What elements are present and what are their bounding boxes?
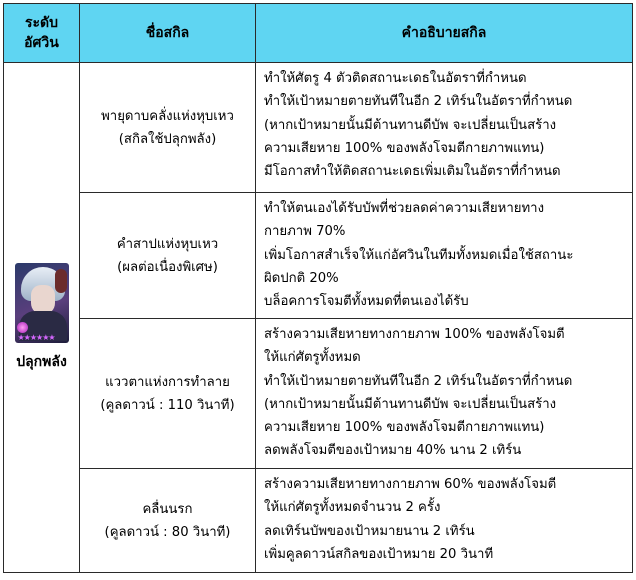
description-line: ทำให้ตนเองได้รับบัพที่ช่วยลดค่าความเสียหายทาง (264, 201, 545, 216)
skill-description-cell (256, 469, 633, 573)
skill-name: คลื่นนรก (142, 501, 193, 517)
skill-cooldown: (คูลดาวน์ : 80 วินาที) (104, 524, 231, 540)
skill-cooldown: (คูลดาวน์ : 110 วินาที) (100, 397, 235, 413)
description-line: เพิ่มคูลดาวน์สกิลของเป้าหมาย 20 วินาที (264, 546, 494, 562)
description-line: ให้แก่ศัตรูทั้งหมดจำนวน 2 ครั้ง (264, 500, 441, 516)
skill-type: (ผลต่อเนื่องพิเศษ) (117, 259, 218, 275)
skill-name-cell (80, 319, 256, 469)
header-level-line1: ระดับ (24, 15, 59, 31)
description-line: กายภาพ 70% (264, 224, 346, 240)
skill-name-cell (80, 469, 256, 573)
skill-table (3, 3, 633, 573)
skill-description-cell (256, 319, 633, 469)
skill-row (4, 469, 633, 573)
description-line: ให้แก่ศัตรูทั้งหมด (264, 350, 361, 366)
header-level (4, 4, 80, 63)
level-cell (4, 63, 80, 573)
description-line: สร้างความเสียหายทางกายภาพ 60% ของพลังโจมตี (264, 477, 557, 492)
skill-name-cell (80, 63, 256, 193)
description-line: ความเสียหาย 100% ของพลังโจมตีกายภาพแทน) (264, 420, 545, 436)
level-label: ปลุกพลัง (16, 353, 67, 370)
description-line: (หากเป้าหมายนั้นมีต้านทานดีบัพ จะเปลี่ยนเป็นสร้าง (264, 117, 557, 133)
description-line: (หากเป้าหมายนั้นมีต้านทานดีบัพ จะเปลี่ยนเป็นสร้าง (264, 396, 557, 412)
description-line: บล็อคการโจมตีทั้งหมดที่ตนเองได้รับ (264, 294, 469, 310)
header-level-line2: อัศวิน (24, 35, 59, 51)
description-line: ทำให้เป้าหมายตายทันทีในอีก 2 เทิร์นในอัตราที่กำหนด (264, 94, 573, 110)
description-line: สร้างความเสียหายทางกายภาพ 100% ของพลังโจมตี (264, 327, 565, 342)
skill-description-cell (256, 63, 633, 193)
description-line: ผิดปกติ 20% (264, 270, 339, 286)
skill-name: คำสาปแห่งหุบเหว (116, 236, 219, 252)
skill-row (4, 319, 633, 469)
description-line: ความเสียหาย 100% ของพลังโจมตีกายภาพแทน) (264, 140, 545, 156)
description-line: ทำให้ศัตรู 4 ตัวติดสถานะเดธในอัตราที่กำหนด (264, 71, 527, 86)
description-line: ลดพลังโจมตีของเป้าหมาย 40% นาน 2 เทิร์น (264, 443, 522, 459)
orb-icon (17, 322, 28, 333)
skill-name: พายุดาบคลั่งแห่งหุบเหว (101, 108, 234, 124)
star-rating-icon: ★★★★★★ (17, 332, 55, 342)
skill-type: (สกิลใช้ปลุกพลัง) (118, 131, 217, 147)
description-line: ทำให้เป้าหมายตายทันทีในอีก 2 เทิร์นในอัตราที่กำหนด (264, 373, 573, 389)
description-line: ลดเทิร์นบัพของเป้าหมายนาน 2 เทิร์น (264, 523, 475, 539)
table-header-row (4, 4, 633, 63)
description-line: มีโอกาสทำให้ติดสถานะเดธเพิ่มเติมในอัตราที่กำหนด (264, 164, 561, 180)
character-portrait-icon (15, 263, 69, 343)
description-line: เพิ่มโอกาสสำเร็จให้แก่อัศวินในทีมทั้งหมดเมื่อใช้สถานะ (264, 247, 574, 263)
header-skill-name: ชื่อสกิล (80, 4, 256, 63)
header-skill-description: คำอธิบายสกิล (256, 4, 633, 63)
skill-description-cell (256, 193, 633, 319)
skill-name-cell (80, 193, 256, 319)
skill-row (4, 63, 633, 193)
skill-row (4, 193, 633, 319)
skill-name: แววตาแห่งการทำลาย (105, 374, 230, 390)
